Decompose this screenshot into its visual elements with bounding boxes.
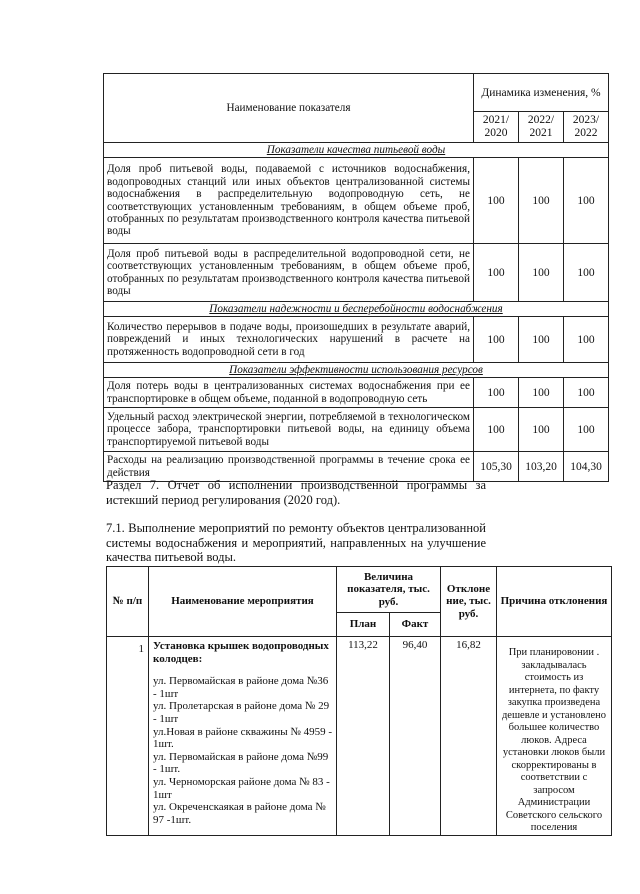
indicator-value: 100	[564, 244, 609, 302]
header-year-3: 2023/ 2022	[564, 112, 609, 143]
indicator-value: 104,30	[564, 452, 609, 482]
header-year-1: 2021/ 2020	[474, 112, 519, 143]
header-measure-name: Наименование мероприятия	[149, 567, 337, 637]
header-fact: Факт	[390, 613, 441, 637]
indicator-value: 100	[474, 408, 519, 452]
list-item: ул. Окреченскаякая в районе дома № 97 -1шт.	[153, 801, 326, 826]
list-item: ул.Новая в районе скважины № 4959 - 1шт.	[153, 725, 333, 751]
section-7-heading: Раздел 7. Отчет об исполнении производственной программы за истекший период регулирования (2020 год).	[106, 478, 486, 507]
indicator-value: 100	[474, 317, 519, 363]
indicator-value: 100	[474, 244, 519, 302]
subsection-7-1-heading: 7.1. Выполнение мероприятий по ремонту объектов централизованной системы водоснабжения и мероприятий, направленных на улучшение качества питьевой воды.	[106, 521, 486, 565]
section-title-efficiency: Показатели эффективности использования ресурсов	[104, 363, 609, 378]
list-item: ул. Черноморская районе дома № 83 - 1шт	[153, 775, 330, 801]
header-indicator-name: Наименование показателя	[104, 74, 474, 143]
measure-cell	[149, 637, 337, 836]
measure-title: Установка крышек водопроводных колодцев:	[153, 640, 329, 665]
list-item: ул. Первомайская в районе дома №99 - 1шт.	[153, 750, 329, 776]
section-title-quality: Показатели качества питьевой воды	[104, 143, 609, 158]
indicator-value: 100	[564, 158, 609, 244]
indicator-row-text: Доля потерь воды в централизованных системах водоснабжения при ее транспортировке в общем объеме, поданной в водопроводную сеть	[104, 378, 474, 408]
indicator-value: 100	[564, 317, 609, 363]
measures-table	[106, 566, 612, 836]
indicator-row-text: Расходы на реализацию производственной программы в течение срока ее действия	[104, 452, 474, 482]
header-deviation: Отклоне ние, тыс. руб.	[441, 567, 497, 637]
header-dynamics: Динамика изменения, %	[474, 74, 609, 112]
indicator-row-text: Доля проб питьевой воды, подаваемой с источников водоснабжения, водопроводных станций или иных объектов централизованной системы водоснабжения в распределительную водопроводную сеть, не соответствующих установленным требованиям, в общем объеме проб, отобранных по результатам производственного контроля качества питьевой воды	[104, 158, 474, 244]
indicator-value: 100	[474, 158, 519, 244]
header-indicator-value: Величина показателя, тыс. руб.	[337, 567, 441, 613]
indicator-value: 100	[519, 408, 564, 452]
indicator-value: 100	[519, 244, 564, 302]
deviation-value: 16,82	[441, 637, 497, 836]
indicator-value: 100	[519, 378, 564, 408]
indicator-row-text: Количество перерывов в подаче воды, произошедших в результате аварий, повреждений и иных технологических нарушений в расчете на протяженность водопроводной сети в год	[104, 317, 474, 363]
indicator-row-text: Доля проб питьевой воды в распределительной водопроводной сети, не соответствующих установленным требованиям, в общем объеме проб, отобранных по результатам производственного контроля качества питьевой воды	[104, 244, 474, 302]
table-row	[107, 637, 612, 836]
indicator-value: 100	[564, 378, 609, 408]
indicator-value: 100	[564, 408, 609, 452]
header-year-2: 2022/ 2021	[519, 112, 564, 143]
list-item: ул. Пролетарская в районе дома № 29 - 1шт	[153, 700, 330, 725]
indicator-value: 100	[474, 378, 519, 408]
list-item: ул. Первомайская в районе дома №36 - 1шт	[153, 675, 329, 700]
indicator-value: 100	[519, 317, 564, 363]
indicator-value: 100	[519, 158, 564, 244]
indicators-table	[103, 73, 609, 482]
plan-value: 113,22	[337, 637, 390, 836]
deviation-reason: При планировонии . закладывалась стоимость из интернета, по факту закупка произведена дешевле и установлено большее количество люков. Адреса установки люков были скорректированы в соответствии с запросом Администрации Советского сельского поселения	[497, 637, 612, 836]
indicator-value: 105,30	[474, 452, 519, 482]
indicator-value: 103,20	[519, 452, 564, 482]
header-plan: План	[337, 613, 390, 637]
row-number: 1	[107, 637, 149, 836]
indicator-row-text: Удельный расход электрической энергии, потребляемой в технологическом процессе забора, транспортировки питьевой воды, на единицу объема транспортируемой питьевой воды	[104, 408, 474, 452]
header-reason: Причина отклонения	[497, 567, 612, 637]
fact-value: 96,40	[390, 637, 441, 836]
section-title-reliability: Показатели надежности и бесперебойности водоснабжения	[104, 302, 609, 317]
header-number: № п/п	[107, 567, 149, 637]
